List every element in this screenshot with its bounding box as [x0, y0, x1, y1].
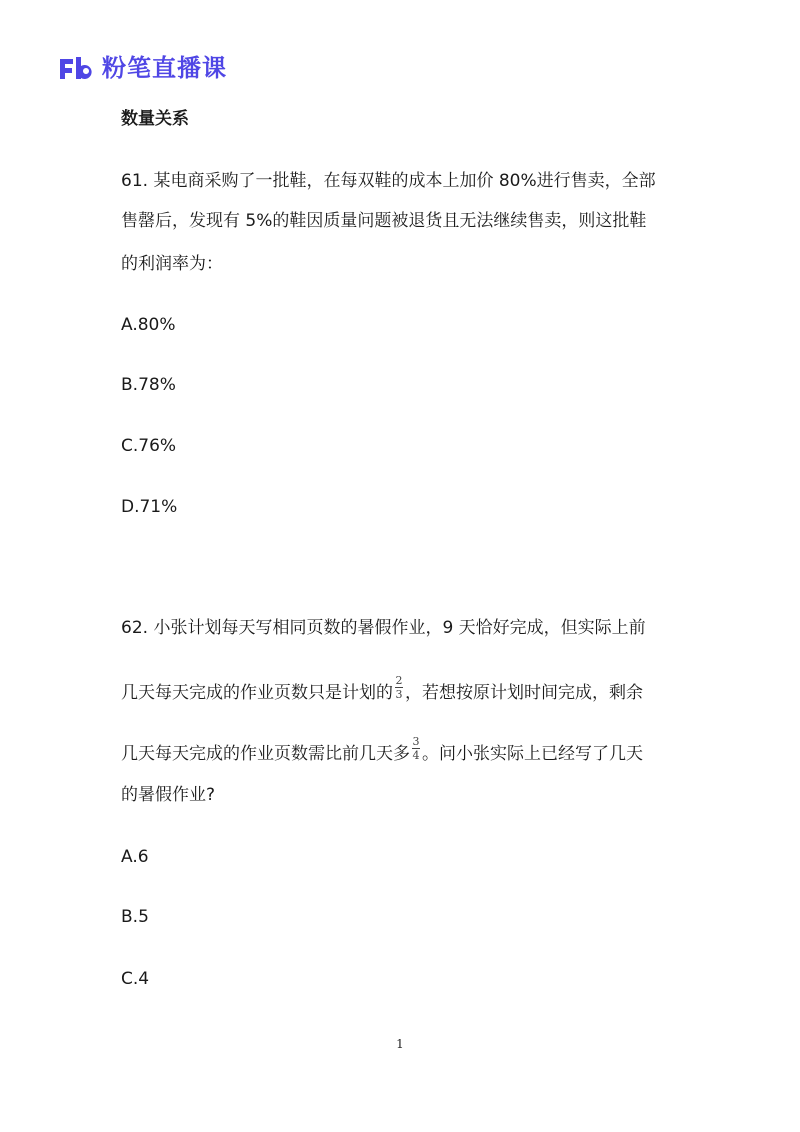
q62-line-2: [121, 675, 643, 706]
logo-text: 粉笔直播课: [102, 54, 227, 82]
q61-line-2: 售罄后，发现有 5%的鞋因质量问题被退货且无法继续售卖，则这批鞋: [121, 211, 647, 231]
q61-line-3: 的利润率为：: [121, 254, 223, 274]
page-number: 1: [396, 1037, 404, 1051]
q61-line-1: 61. 某电商采购了一批鞋，在每双鞋的成本上加价 80%进行售卖，全部: [121, 171, 656, 191]
q62-line-2-start: 几天每天完成的作业页数只是计划的: [121, 683, 393, 703]
fenbi-logo: [58, 52, 227, 84]
q62-line-2-end: ，若想按原计划时间完成，剩余: [405, 683, 643, 703]
q62-option-a: A.6: [121, 847, 149, 867]
q61-option-d: D.71%: [121, 497, 178, 517]
fraction-denominator: 4: [412, 749, 420, 762]
q61-option-b: B.78%: [121, 375, 176, 395]
section-title: 数量关系: [121, 109, 189, 129]
q61-option-a: A.80%: [121, 315, 176, 335]
fb-logo-icon: [58, 55, 98, 81]
fraction-numerator: 2: [395, 674, 403, 687]
q62-option-b: B.5: [121, 907, 149, 927]
fraction-denominator: 3: [395, 688, 403, 701]
q62-line-4: 的暑假作业?: [121, 785, 216, 805]
fraction-numerator: 3: [412, 735, 420, 748]
q62-line-1: 62. 小张计划每天写相同页数的暑假作业，9 天恰好完成，但实际上前: [121, 618, 646, 638]
fraction-two-thirds: [395, 675, 403, 700]
q62-line-3: [121, 736, 643, 767]
q62-line-3-start: 几天每天完成的作业页数需比前几天多: [121, 744, 410, 764]
q62-option-c: C.4: [121, 969, 150, 989]
q62-line-3-end: 。问小张实际上已经写了几天: [422, 744, 643, 764]
fraction-three-quarters: [412, 736, 420, 761]
q61-option-c: C.76%: [121, 436, 177, 456]
